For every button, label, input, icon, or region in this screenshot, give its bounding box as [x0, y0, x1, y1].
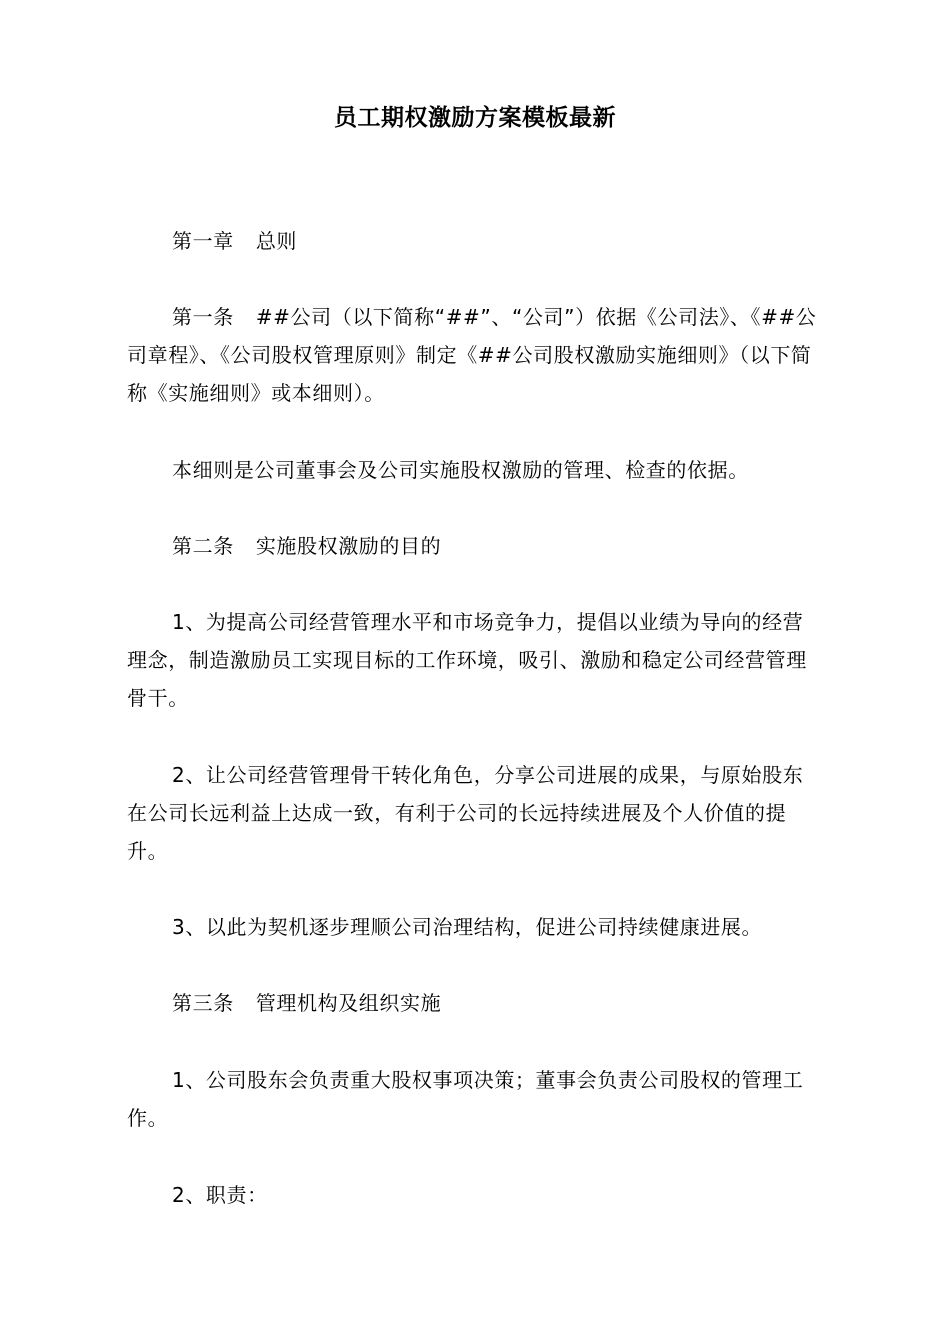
basis-text: 本细则是公司董事会及公司实施股权激励的管理、检查的依据。 — [172, 458, 749, 482]
purpose-item-2-text: 2、让公司经营管理骨干转化角色，分享公司进展的成果，与原始股东在公司长远利益上达成一致，有利于公司的长远持续进展及个人价值的提升。 — [127, 763, 804, 863]
chapter-heading — [127, 222, 823, 260]
basis-paragraph — [127, 451, 823, 489]
article-2-heading — [127, 527, 823, 565]
purpose-item-3-text: 3、以此为契机逐步理顺公司治理结构，促进公司持续健康进展。 — [172, 915, 763, 939]
purpose-item-1-text: 1、为提高公司经营管理水平和市场竞争力，提倡以业绩为导向的经营理念，制造激励员工实现目标的工作环境，吸引、激励和稳定公司经营管理骨干。 — [127, 610, 807, 710]
article-1-text: ##公司（以下简称“##”、“公司”）依据《公司法》、《##公司章程》、《公司股权管理原则》制定《##公司股权激励实施细则》（以下简称《实施细则》或本细则）。 — [127, 305, 817, 405]
purpose-item-1 — [127, 603, 823, 717]
article-2-title: 实施股权激励的目的 — [255, 534, 442, 558]
article-1-number: 第一条 — [172, 305, 234, 329]
purpose-item-3 — [127, 908, 823, 946]
article-3-heading — [127, 984, 823, 1022]
management-item-1-text: 1、公司股东会负责重大股权事项决策；董事会负责公司股权的管理工作。 — [127, 1068, 804, 1130]
article-2-number: 第二条 — [172, 534, 234, 558]
management-item-1 — [127, 1061, 823, 1137]
management-item-2 — [127, 1176, 823, 1214]
document-title: 员工期权激励方案模板最新 — [334, 105, 616, 131]
chapter-title: 总则 — [255, 229, 298, 253]
article-3-title: 管理机构及组织实施 — [255, 991, 442, 1015]
article-1-paragraph — [127, 298, 823, 412]
management-item-2-text: 2、职责： — [172, 1183, 268, 1207]
article-3-number: 第三条 — [172, 991, 234, 1015]
chapter-number: 第一章 — [172, 229, 234, 253]
purpose-item-2 — [127, 756, 823, 870]
